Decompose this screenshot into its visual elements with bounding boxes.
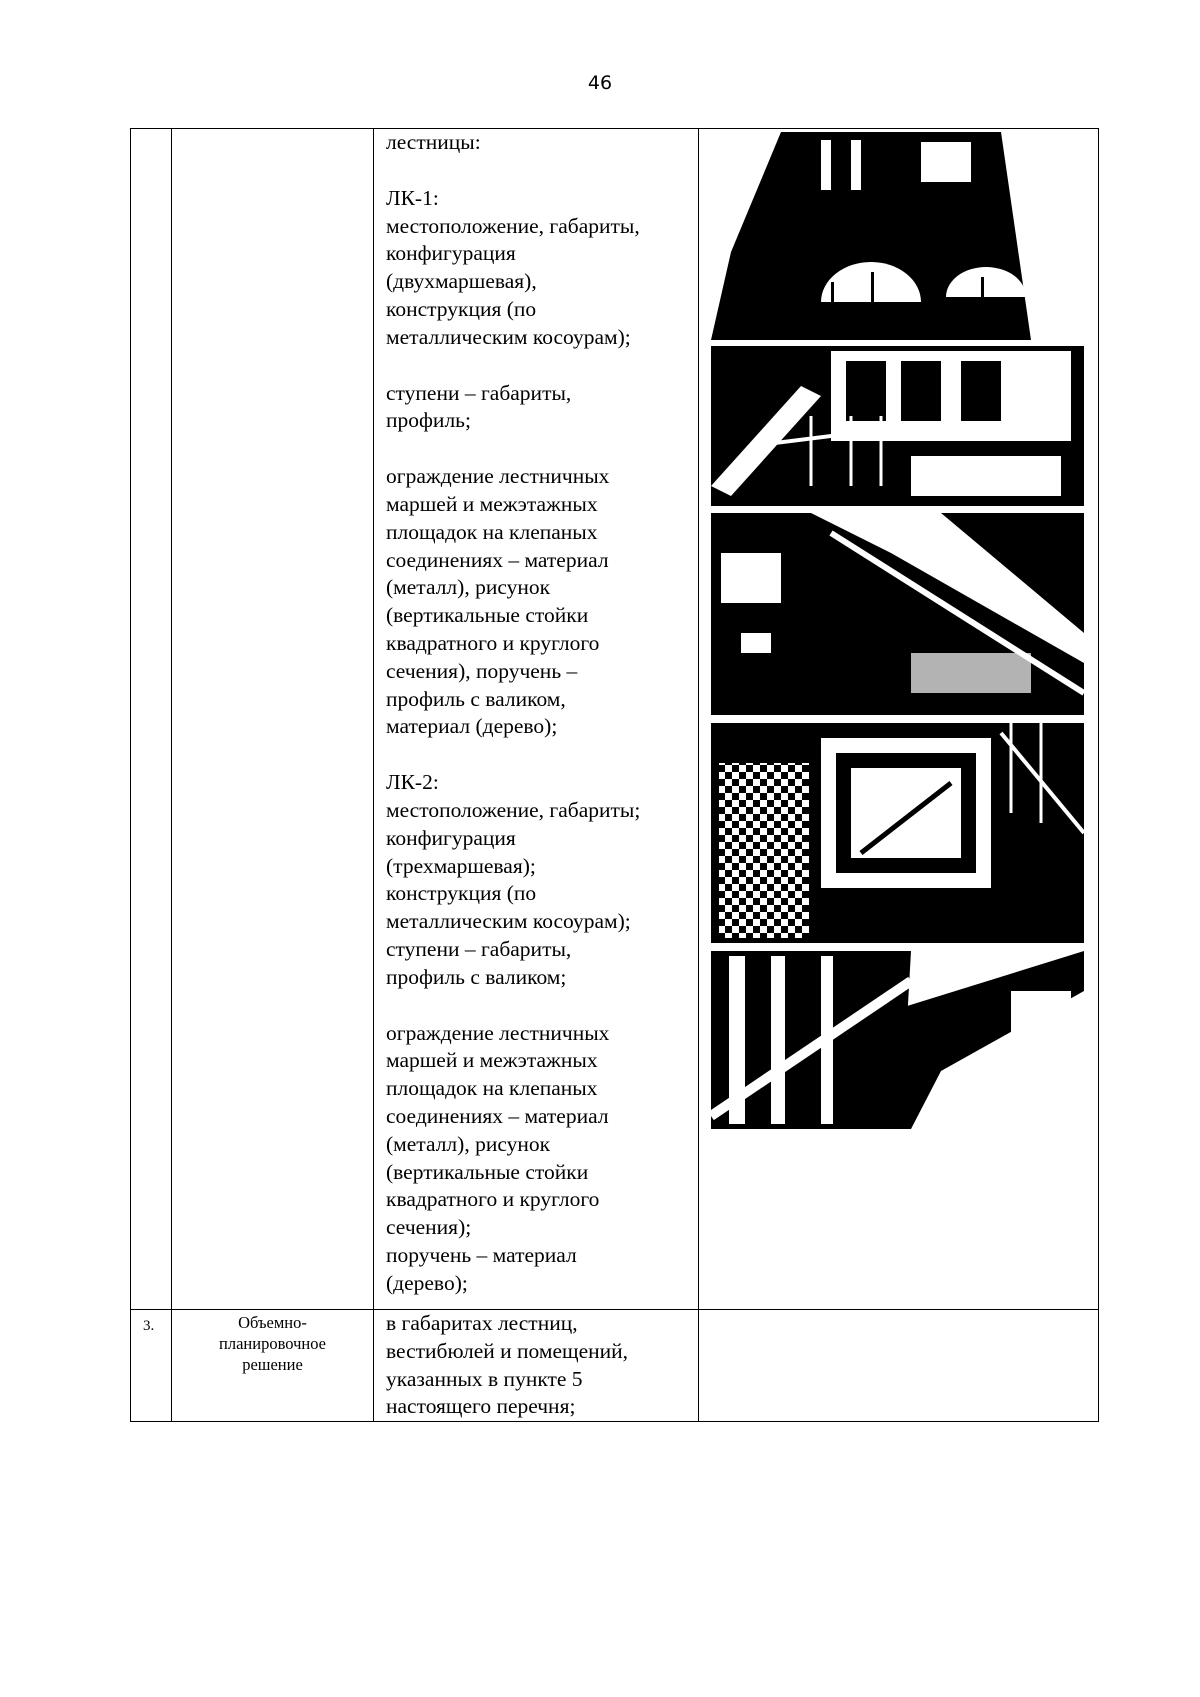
paragraph-gap (386, 992, 694, 1020)
requirement-line: лестницы: (386, 130, 481, 154)
requirement-line: настоящего перечня; (386, 1394, 576, 1419)
row-number-cell: 3. (131, 1310, 172, 1422)
requirement-line: ступени – габариты, (386, 380, 572, 405)
requirement-line: квадратного и круглого (386, 630, 600, 655)
requirement-line: (вертикальные стойки (386, 1159, 589, 1184)
requirements-cell (374, 1310, 699, 1422)
photos-cell (699, 129, 1099, 1310)
table-row (131, 129, 1099, 1310)
requirement-line: ступени – габариты, (386, 936, 572, 961)
row-number-cell (131, 129, 172, 1310)
staircase-photo-1 (711, 132, 1084, 340)
requirement-line: (дерево); (386, 1270, 468, 1295)
row-name-cell (172, 129, 374, 1310)
requirement-line: маршей и межэтажных (386, 1048, 598, 1073)
requirement-line: конфигурация (386, 241, 516, 266)
requirement-line: площадок на клепаных (386, 519, 598, 544)
paragraph-gap (386, 435, 694, 463)
requirement-line: маршей и межэтажных (386, 491, 598, 516)
requirement-line: вестибюлей и помещений, (386, 1338, 629, 1363)
requirement-line: (трехмаршевая); (386, 853, 536, 878)
requirement-line: соединениях – материал (386, 1103, 609, 1128)
page-number: 46 (587, 72, 613, 94)
requirement-line: профиль с валиком; (386, 964, 567, 989)
paragraph-gap (386, 352, 694, 380)
requirement-line: ограждение лестничных (386, 464, 610, 489)
requirement-line: конструкция (по (386, 296, 537, 321)
requirements-text (374, 129, 698, 1297)
staircase-photo-2 (711, 346, 1084, 506)
staircase-photo-5 (711, 951, 1084, 1129)
paragraph-gap (386, 157, 694, 185)
requirement-line: материал (дерево); (386, 714, 558, 739)
requirement-line: металлическим косоурам); (386, 324, 631, 349)
requirement-line: местоположение, габариты, (386, 213, 640, 238)
requirement-line: площадок на клепаных (386, 1076, 598, 1101)
requirements-cell (374, 129, 699, 1310)
protected-features-table (130, 128, 1099, 1422)
requirement-line: (двухмаршевая), (386, 269, 537, 294)
requirement-line: конфигурация (386, 825, 516, 850)
row-name-line: решение (242, 1355, 303, 1374)
requirement-line: (металл), рисунок (386, 575, 551, 600)
staircase-photo-4 (711, 723, 1084, 943)
requirements-text (374, 1310, 698, 1421)
photos-cell (699, 1310, 1099, 1422)
paragraph-gap (386, 741, 694, 769)
requirement-line: ЛК-1: (386, 185, 439, 210)
requirement-line: местоположение, габариты; (386, 797, 641, 822)
requirement-line: профиль; (386, 408, 471, 433)
requirement-line: сечения), поручень – (386, 658, 578, 683)
requirement-line: в габаритах лестниц, (386, 1311, 578, 1335)
row-name-line: Объемно- (238, 1313, 307, 1332)
requirement-line: указанных в пункте 5 (386, 1366, 583, 1391)
row-name-line: планировочное (219, 1334, 326, 1353)
requirement-line: (вертикальные стойки (386, 603, 589, 628)
table-row (131, 1310, 1099, 1422)
requirement-line: профиль с валиком, (386, 686, 566, 711)
row-name-cell (172, 1310, 374, 1422)
requirement-line: квадратного и круглого (386, 1187, 600, 1212)
requirement-line: (металл), рисунок (386, 1131, 551, 1156)
requirement-line: конструкция (по (386, 881, 537, 906)
requirement-line: соединениях – материал (386, 547, 609, 572)
requirement-line: поручень – материал (386, 1242, 577, 1267)
requirement-line: металлическим косоурам); (386, 909, 631, 934)
staircase-photo-3 (711, 513, 1084, 715)
requirement-line: ЛК-2: (386, 770, 439, 795)
requirement-line: сечения); (386, 1215, 472, 1240)
requirement-line: ограждение лестничных (386, 1020, 610, 1045)
